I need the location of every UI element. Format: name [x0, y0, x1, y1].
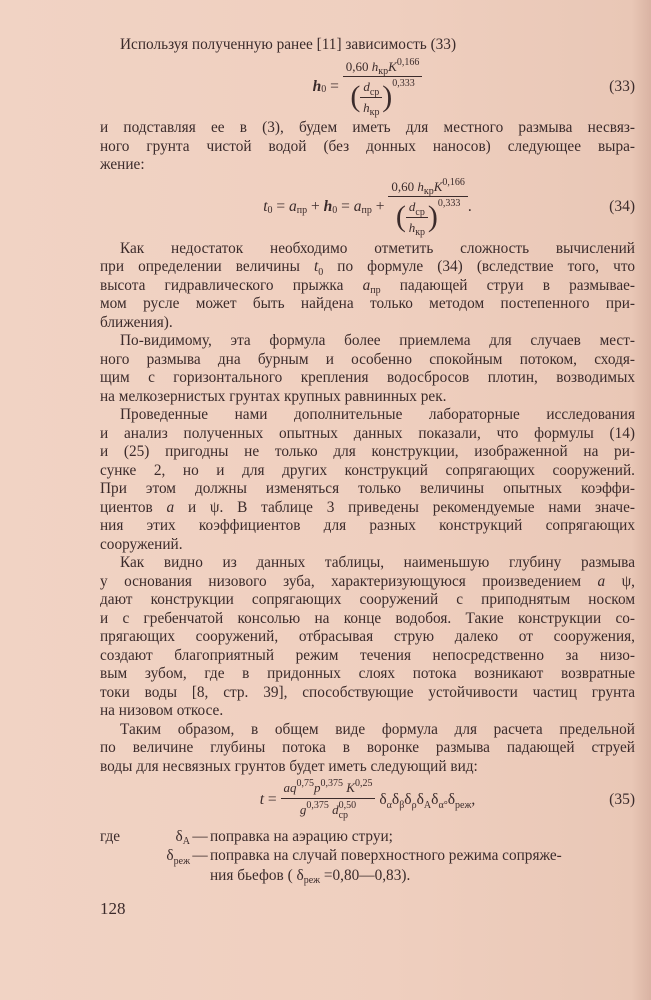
- text-line: щим с горизонтального крепления водосбросов плотин, возводимых: [100, 369, 635, 387]
- paragraph: [100, 119, 635, 175]
- text-line: и с гребенчатой консолью на конце водобоя. Такие конструкции со-: [100, 609, 635, 627]
- equation-number: (34): [609, 198, 635, 216]
- correction-factors: $\delta_\alpha\delta_\beta\delta_\rho\delta_A\delta_{\alpha^\circ}\delta_{реж}$: [379, 791, 472, 811]
- page-number: 128: [100, 899, 126, 919]
- paragraph: [100, 554, 635, 721]
- text-line: Проведенные нами дополнительные лабораторные исследования: [120, 406, 635, 424]
- text-line: ного размыва дна бурным и особенно спокойным потоком, сходя-: [100, 350, 635, 368]
- text-line: циентов a и ψ. В таблице 3 приведены рекомендуемые нами значе-: [100, 498, 635, 516]
- formula-33: h $_0$ = 0,60 $h_{кр}K^{0,166}$ ( $\frac{d_{ср}}{h_{кр}}$ ) 0,333 (33): [312, 56, 635, 119]
- equation-number: (35): [609, 791, 635, 809]
- paragraph: [100, 240, 635, 333]
- formula-exponent: 0,333: [392, 78, 415, 90]
- text-line: высота гидравлического прыжка $a_{пр}$ падающей струи в размывае-: [100, 276, 636, 297]
- text-line: создают благоприятный режим течения непосредственно за низо-: [100, 646, 635, 664]
- formula-coef: 0,60: [345, 58, 369, 74]
- text-line: сунке 2, но и для других конструкций сопрягающих сооружений.: [100, 461, 635, 479]
- text-line: и (25) пригодны не только для конструкции, изображенной на ри-: [100, 443, 635, 461]
- paragraph: [100, 721, 635, 777]
- formula-34: t $_0$ = a $_{пр}$ + h $_0$ = a $_{пр}$ + 0,60 $h_{кр}K^{0,166}$ ( $\frac{d_{ср}}{h_{кр}}$ ) 0,333 . (34): [263, 176, 635, 239]
- intro-line: [100, 36, 635, 55]
- text-line: на мелкозернистых грунтах крупных равнинных рек.: [100, 387, 447, 405]
- text-line: Как недостаток необходимо отметить сложность вычислений: [120, 239, 635, 257]
- body-text: [100, 240, 635, 777]
- text-line: прягающих сооружений, отбрасывая струю далеко от сооружения,: [100, 628, 635, 646]
- text-line: При этом должны изменяться только величины опытных коэффи-: [100, 480, 635, 498]
- formula-exponent: 0,333: [437, 198, 461, 210]
- where-list: где $\delta_A$ — поправка на аэрацию струи; $\delta_{реж}$ — поправка на случай поверхностного режима сопряже- ния бьефов ( $\delta_{реж}$ =0,80—0,83).: [100, 827, 562, 887]
- text-line: воды для несвязных грунтов будет иметь следующий вид:: [100, 757, 478, 775]
- text-line: и подставляя ее в (3), будем иметь для местного размыва несвяз-: [100, 119, 635, 137]
- text-column: [100, 36, 635, 919]
- text-line: на низовом откосе.: [100, 702, 224, 720]
- paragraph: [100, 332, 635, 406]
- where-label: где: [100, 827, 121, 845]
- text-line: и анализ полученных опытных данных показали, что формулы (14): [100, 424, 635, 442]
- equation-number: (33): [609, 77, 635, 95]
- text-line: вым зубом, где в придонных слоях потока возникают возвратные: [100, 665, 635, 683]
- formula-35: t = $aq^{0,75}p^{0,375}$ K$^{0,25}$ $g^{0,375}$ d 0,50 ср $\delta_\alpha\delta_\beta\delta_\rho\delta_A\delta_{\alpha^\circ}\delta_{реж}$ , (35): [259, 778, 635, 821]
- definition-text: поправка на аэрацию струи;: [210, 827, 393, 845]
- text-line: дают конструкции сопрягающих сооружений с приподнятым носком: [100, 591, 635, 609]
- formula-subscript: 0: [321, 84, 327, 96]
- paragraph: [100, 406, 635, 554]
- definition-text: ния бьефов ( $\delta_{реж}$ =0,80—0,83).: [210, 866, 411, 887]
- text-line: мом русле может быть найдена только методом постепенного при-: [100, 295, 635, 313]
- text-line: Таким образом, в общем виде формула для расчета предельной: [120, 720, 635, 738]
- text-line: токи воды [8, стр. 39], способствующие устойчивости частиц грунта: [100, 683, 635, 701]
- paragraph-block: [100, 119, 635, 175]
- text-line: Используя полученную ранее [11] зависимость (33): [120, 36, 457, 53]
- text-line: ного грунта чистой водой (без донных наносов) следующее выра-: [100, 137, 635, 155]
- text-line: ближения).: [100, 313, 173, 331]
- text-line: Как видно из данных таблицы, наименьшую глубину размыва: [120, 554, 635, 572]
- text-line: у основания низового зуба, характеризующуюся произведением a ψ,: [100, 572, 635, 590]
- formula-symbol: h: [312, 77, 322, 95]
- text-line: при определении величины $t_0$ по формуле (34) (вследствие того, что: [100, 258, 635, 278]
- definition-text: поправка на случай поверхностного режима сопряже-: [210, 847, 562, 865]
- text-line: ния этих коэффициентов для разных конструкций сопрягающих: [100, 517, 635, 535]
- text-line: По-видимому, эта формула более приемлема для случаев мест-: [120, 332, 635, 350]
- text-line: жение:: [100, 156, 145, 174]
- text-line: по величине глубины потока в воронке размыва падающей струей: [100, 739, 635, 757]
- text-line: сооружений.: [100, 535, 183, 553]
